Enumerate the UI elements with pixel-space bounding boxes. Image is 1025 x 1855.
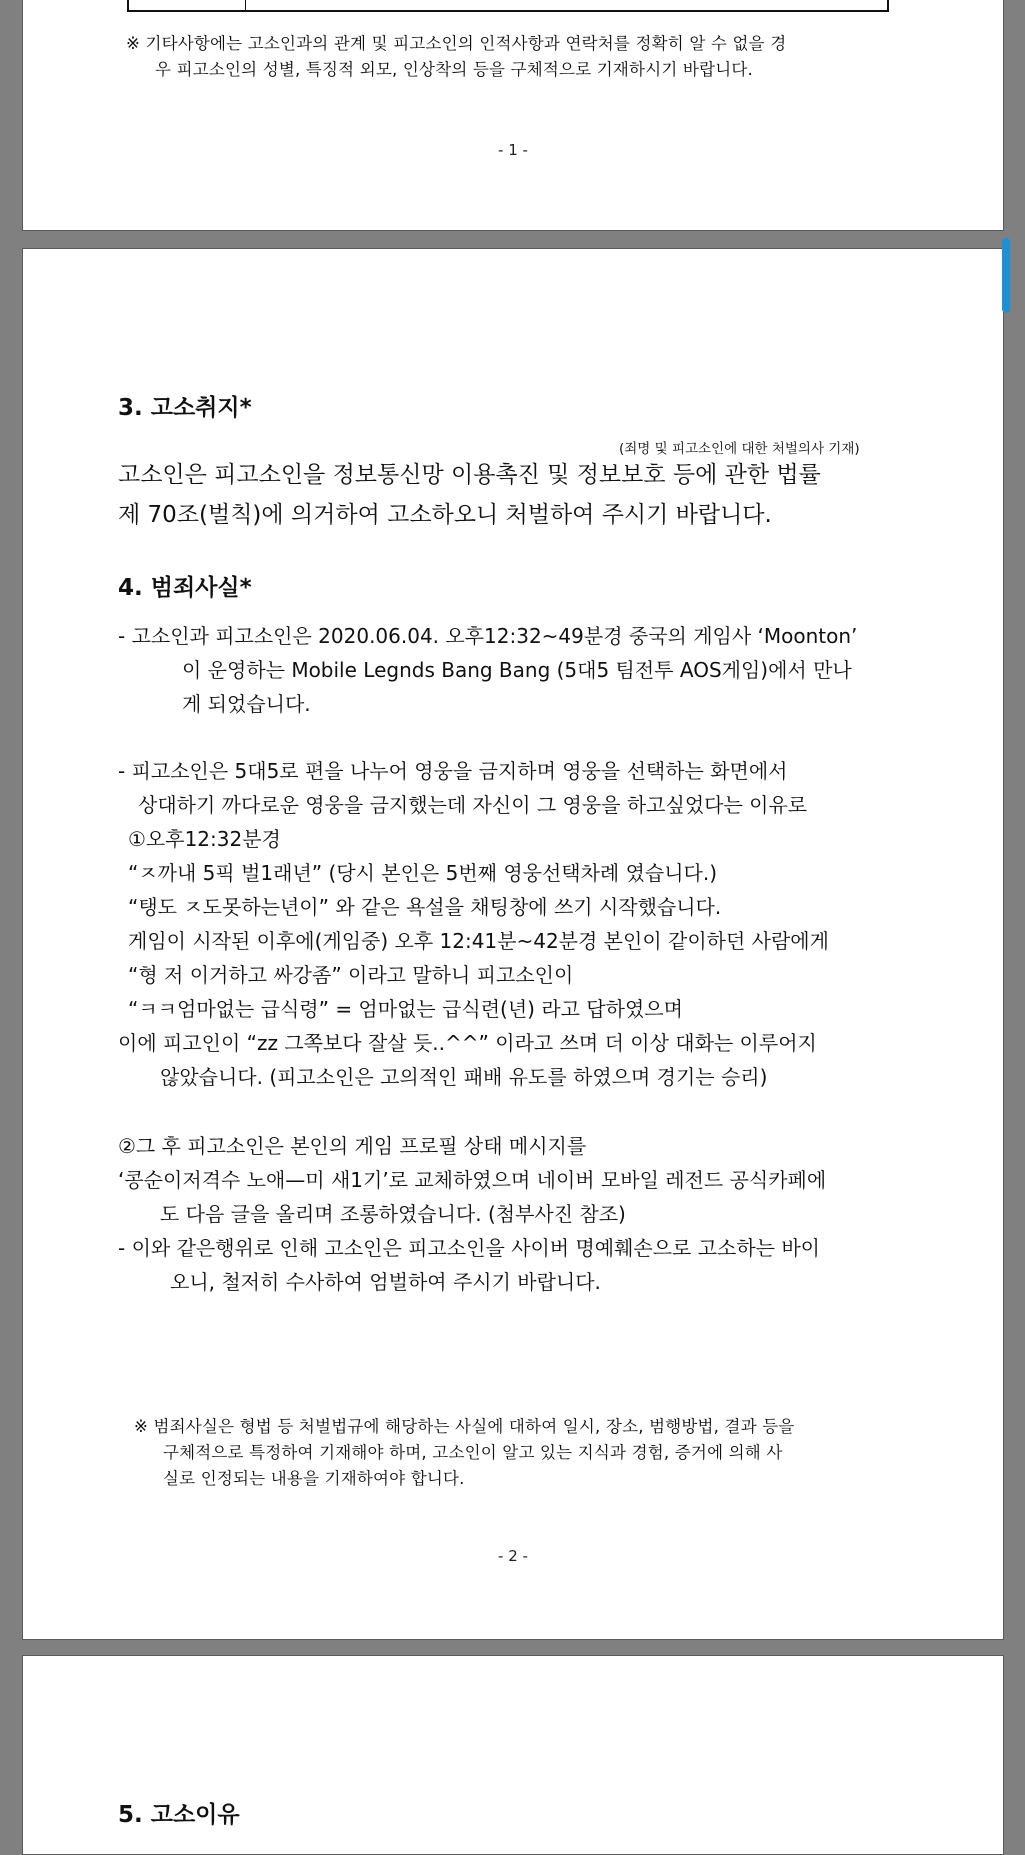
document-page-2: [22, 248, 1004, 1640]
note-line: ※ 기타사항에는 고소인과의 관계 및 피고소인의 인적사항과 연락처를 정확히 알 수 없을 경: [126, 34, 787, 53]
page-number: - 1 -: [498, 141, 528, 159]
page2-instruction-note: [134, 1414, 795, 1492]
body-line: ‘콩순이저격수 노애—미 새1기’로 교체하였으며 네이버 모바일 레전드 공식카페에: [118, 1168, 827, 1192]
body-line: 이 운영하는 Mobile Legnds Bang Bang (5대5 팀전투 AOS게임)에서 만나: [182, 658, 852, 682]
section-4-paragraph-1: [118, 619, 857, 721]
section-3-body: [118, 455, 821, 535]
body-line: - 이와 같은행위로 인해 고소인은 피고소인을 사이버 명예훼손으로 고소하는 바이: [118, 1236, 820, 1260]
body-line: “ㅈ까내 5픽 벌1래년” (당시 본인은 5번째 영웅선택차례 였습니다.): [128, 861, 718, 885]
body-line: “탱도 ㅈ도못하는년이” 와 같은 욕설을 채팅창에 쓰기 시작했습니다.: [128, 895, 722, 919]
body-line: 제 70조(벌칙)에 의거하여 고소하오니 처벌하여 주시기 바랍니다.: [118, 502, 772, 528]
document-page-1: [22, 0, 1004, 231]
page1-instruction-note: [126, 31, 786, 83]
body-line: “ㅋㅋ엄마없는 급식령” = 엄마없는 급식련(년) 라고 답하였으며: [128, 997, 683, 1021]
table-column-divider: [245, 0, 246, 10]
note-line: 실로 인정되는 내용을 기재하여야 합니다.: [163, 1469, 465, 1488]
page-number: - 2 -: [498, 1547, 528, 1565]
section-3-heading: 3. 고소취지*: [118, 395, 252, 421]
form-table-bottom: [127, 0, 889, 12]
body-line: ②그 후 피고소인은 본인의 게임 프로필 상태 메시지를: [118, 1134, 587, 1158]
scrollbar-thumb[interactable]: [1002, 238, 1010, 313]
note-line: 구체적으로 특정하여 기재해야 하며, 고소인이 알고 있는 지식과 경험, 증거에 의해 사: [163, 1443, 783, 1462]
section-3-subnote: (죄명 및 피고소인에 대한 처벌의사 기재): [619, 441, 860, 457]
section-4-paragraph-2: [118, 754, 829, 1094]
section-4-paragraph-3: [118, 1129, 826, 1299]
section-5-heading: 5. 고소이유: [118, 1802, 240, 1828]
body-line: ①오후12:32분경: [128, 827, 281, 851]
body-line: “형 저 이거하고 싸강좀” 이라고 말하니 피고소인이: [128, 963, 574, 987]
body-line: 고소인은 피고소인을 정보통신망 이용촉진 및 정보보호 등에 관한 법률: [118, 462, 821, 488]
body-line: - 고소인과 피고소인은 2020.06.04. 오후12:32~49분경 중국의 게임사 ‘Moonton’: [118, 624, 858, 648]
body-line: 않았습니다. (피고소인은 고의적인 패배 유도를 하였으며 경기는 승리): [160, 1065, 768, 1089]
body-line: 오니, 철저히 수사하여 엄벌하여 주시기 바랍니다.: [170, 1270, 601, 1294]
body-line: 게임이 시작된 이후에(게임중) 오후 12:41분~42분경 본인이 같이하던 사람에게: [128, 929, 829, 953]
body-line: 상대하기 까다로운 영웅을 금지했는데 자신이 그 영웅을 하고싶었다는 이유로: [138, 793, 808, 817]
body-line: 이에 피고인이 “zz 그쪽보다 잘살 듯..^^” 이라고 쓰며 더 이상 대화는 이루어지: [118, 1031, 817, 1055]
body-line: - 피고소인은 5대5로 편을 나누어 영웅을 금지하며 영웅을 선택하는 화면에서: [118, 759, 788, 783]
body-line: 도 다음 글을 올리며 조롱하였습니다. (첨부사진 참조): [160, 1202, 626, 1226]
note-line: ※ 범죄사실은 형법 등 처벌법규에 해당하는 사실에 대하여 일시, 장소, 범행방법, 결과 등을: [134, 1417, 795, 1436]
note-line: 우 피고소인의 성별, 특징적 외모, 인상착의 등을 구체적으로 기재하시기 바랍니다.: [155, 60, 753, 79]
section-4-heading: 4. 범죄사실*: [118, 575, 252, 601]
document-page-3: [22, 1655, 1004, 1855]
body-line: 게 되었습니다.: [182, 692, 311, 716]
